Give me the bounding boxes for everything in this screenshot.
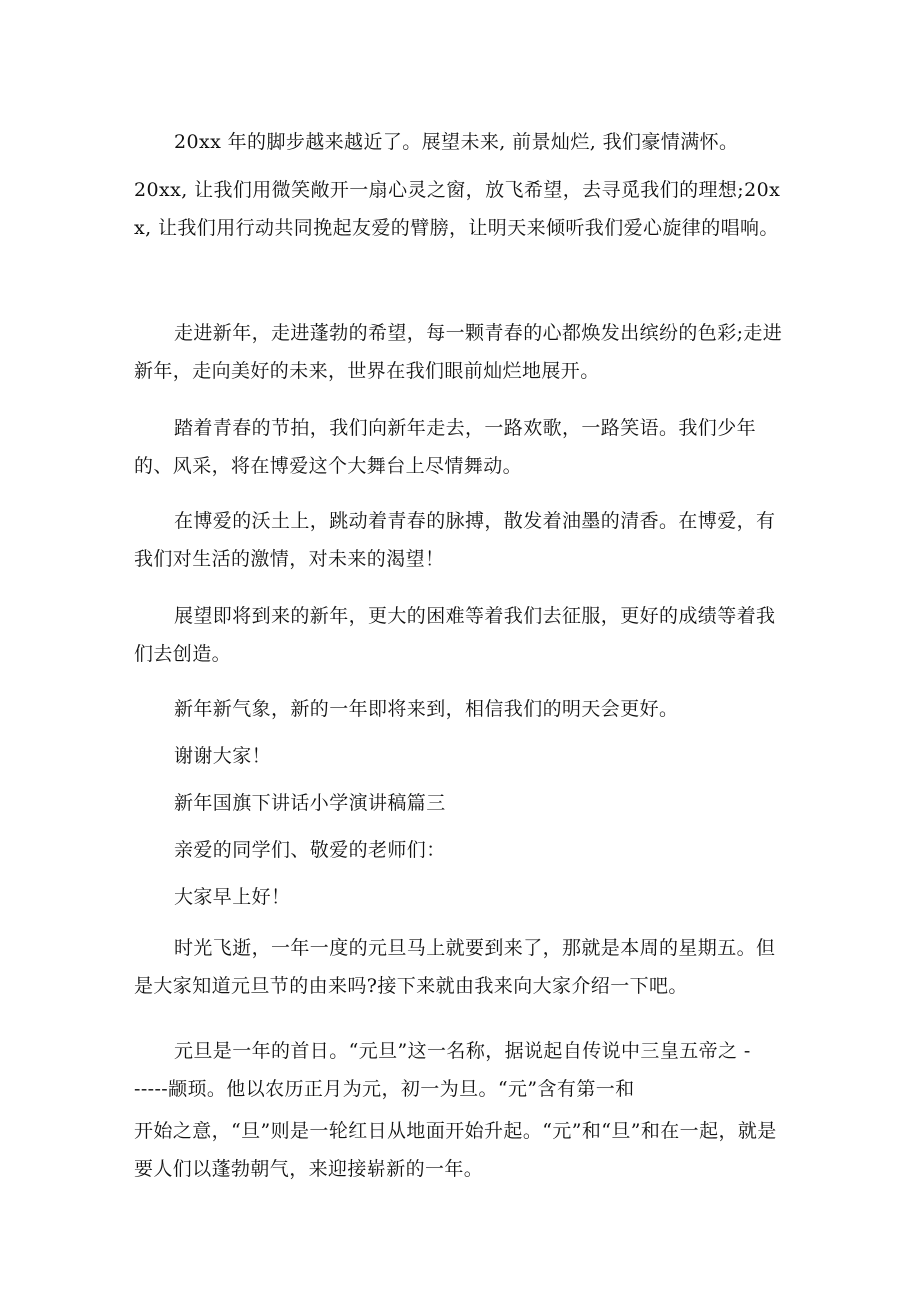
paragraph-smile-and-action: 20xx, 让我们用微笑敞开一扇心灵之窗，放飞希望，去寻觅我们的理想;20xx, 让我们用行动共同挽起友爱的臂膀，让明天来倾听我们爱心旋律的唱响。: [134, 179, 781, 239]
paragraph-new-year-approaching: 20xx 年的脚步越来越近了。展望未来, 前景灿烂, 我们豪情满怀。: [174, 131, 739, 153]
paragraph-looking-ahead: 展望即将到来的新年，更大的困难等着我们去征服，更好的成绩等着我们去创造。: [134, 605, 776, 665]
paragraph-thanks: 谢谢大家！: [174, 745, 272, 767]
paragraph-fertile-soil: 在博爱的沃土上，跳动着青春的脉搏，散发着油墨的清香。在博爱，有我们对生活的激情，对未来的渴望！: [134, 510, 776, 570]
paragraph-entering-new-year: 走进新年，走进蓬勃的希望，每一颗青春的心都焕发出缤纷的色彩;走进新年，走向美好的未来，世界在我们眼前灿烂地展开。: [134, 322, 783, 382]
paragraph-time-flies: 时光飞逝，一年一度的元旦马上就要到来了，那就是本周的星期五。但是大家知道元旦节的由来吗?接下来就由我来向大家介绍一下吧。: [134, 937, 776, 997]
paragraph-youth-rhythm: 踏着青春的节拍，我们向新年走去，一路欢歌，一路笑语。我们少年的、风采，将在博爱这个大舞台上尽情舞动。: [134, 417, 757, 477]
section-heading: 新年国旗下讲话小学演讲稿篇三: [174, 792, 446, 814]
paragraph-new-year-day-meaning: 开始之意，“旦”则是一轮红日从地面开始升起。“元”和“旦”和在一起，就是要人们以蓬勃朝气，来迎接崭新的一年。: [134, 1120, 777, 1180]
paragraph-good-morning: 大家早上好！: [174, 886, 291, 908]
paragraph-greeting-audience: 亲爱的同学们、敬爱的老师们：: [174, 839, 446, 861]
paragraph-new-atmosphere: 新年新气象，新的一年即将来到，相信我们的明天会更好。: [174, 698, 679, 720]
paragraph-new-year-day-origin: 元旦是一年的首日。“元旦”这一名称，据说起自传说中三皇五帝之 ------颛顼。他以农历正月为元，初一为旦。“元”含有第一和: [134, 1040, 751, 1100]
